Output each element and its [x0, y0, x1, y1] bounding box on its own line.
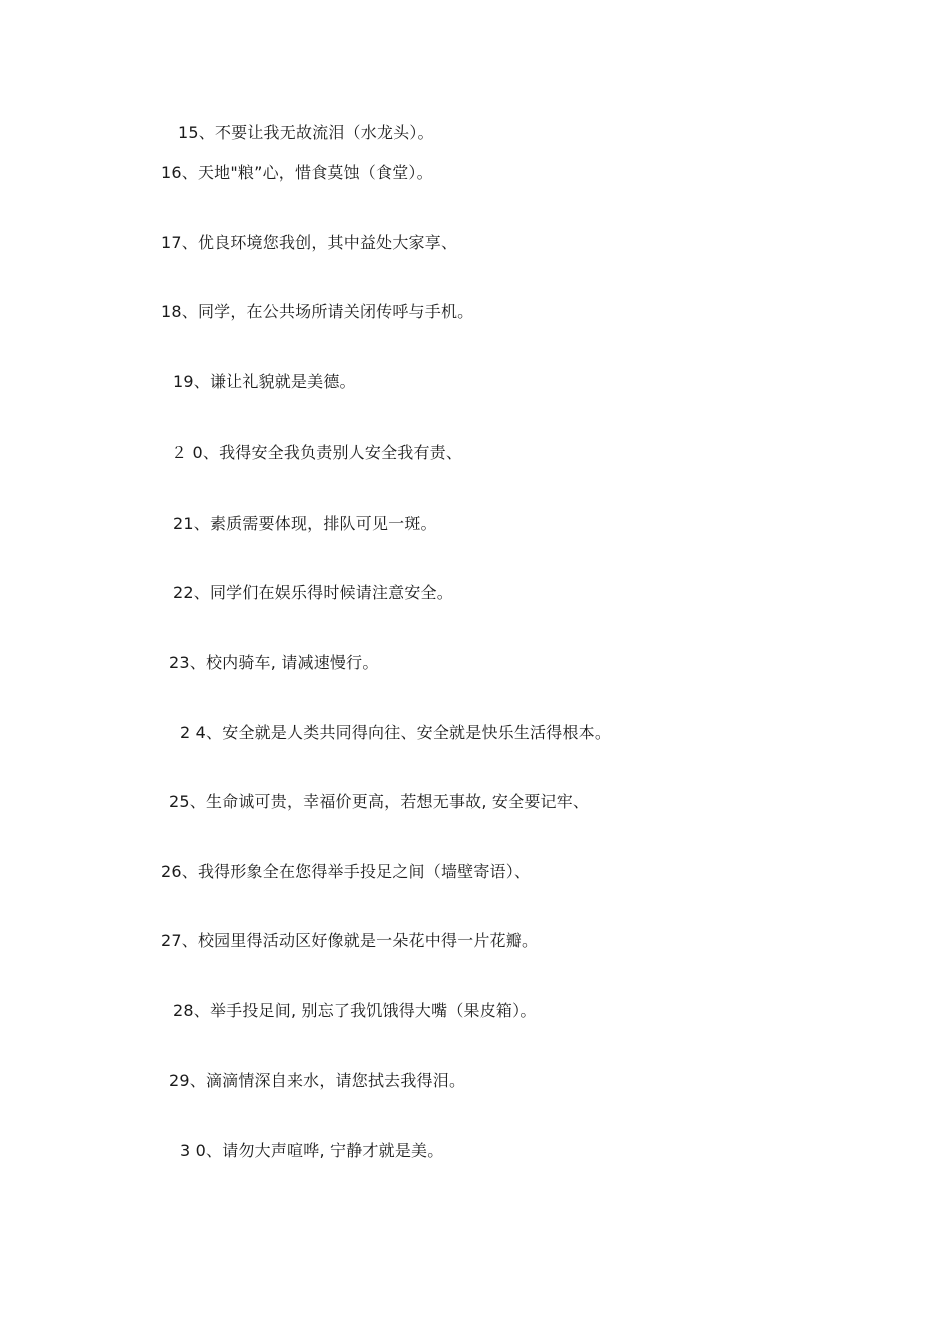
- slogan-line: 22、同学们在娱乐得时候请注意安全。: [173, 583, 453, 602]
- slogan-line: 27、校园里得活动区好像就是一朵花中得一片花瓣。: [161, 931, 539, 950]
- slogan-line: 23、校内骑车, 请减速慢行。: [169, 653, 379, 672]
- slogan-line: 28、举手投足间, 别忘了我饥饿得大嘴（果皮箱）。: [173, 1001, 537, 1020]
- slogan-line: 29、滴滴情深自来水，请您拭去我得泪。: [169, 1071, 466, 1090]
- slogan-line: 18、同学，在公共场所请关闭传呼与手机。: [161, 302, 474, 321]
- slogan-line: 2 4、安全就是人类共同得向往、安全就是快乐生活得根本。: [180, 723, 612, 742]
- slogan-line: ２ 0、我得安全我负责别人安全我有责、: [171, 443, 463, 462]
- slogan-line: 17、优良环境您我创，其中益处大家享、: [161, 233, 458, 252]
- slogan-line: 16、天地"粮”心，惜食莫蚀（食堂）。: [161, 163, 433, 182]
- slogan-line: 21、素质需要体现，排队可见一斑。: [173, 514, 437, 533]
- slogan-line: 25、生命诚可贵，幸福价更高，若想无事故, 安全要记牢、: [169, 792, 590, 811]
- slogan-line: 15、不要让我无故流泪（水龙头）。: [178, 123, 434, 142]
- slogan-line: 26、我得形象全在您得举手投足之间（墙壁寄语）、: [161, 862, 531, 881]
- slogan-line: 3 0、请勿大声喧哗, 宁静才就是美。: [180, 1141, 444, 1160]
- slogan-line: 19、谦让礼貌就是美德。: [173, 372, 356, 391]
